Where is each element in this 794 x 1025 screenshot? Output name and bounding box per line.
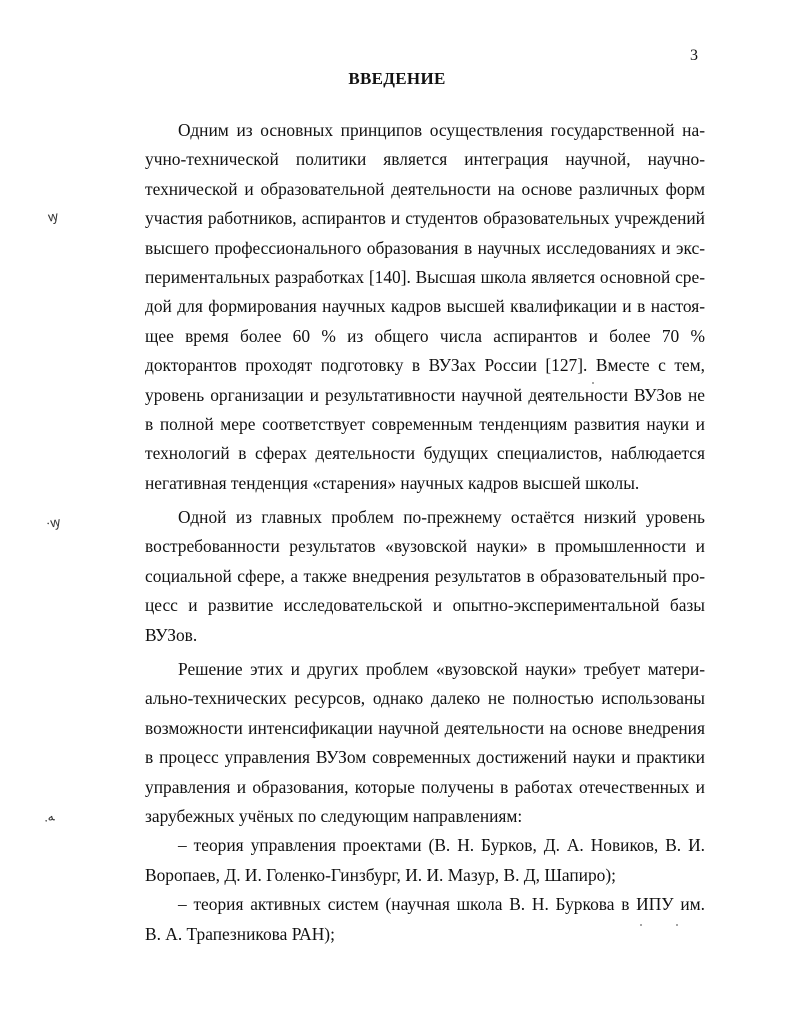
body-text: [145, 116, 705, 949]
list-item: [145, 831, 705, 890]
text-line: уровень организации и результативности научной деятельности ВУЗов не: [145, 384, 705, 405]
text-line: технической и образовательной деятельности на основе различных форм: [145, 178, 705, 199]
text-line: дой для формирования научных кадров высшей квалификации и в настоя-: [145, 296, 705, 317]
paragraph: [145, 116, 705, 498]
text-line: Одним из основных принципов осуществления государственной на-: [178, 120, 705, 140]
page-number: 3: [690, 47, 698, 64]
text-line: в полной мере соответствует современным тенденциям развития науки и: [145, 413, 705, 434]
text-line: в процесс управления ВУЗом современных достижений науки и практики: [145, 747, 705, 768]
text-line: высшего профессионального образования в научных исследованиях и экс-: [145, 237, 705, 258]
text-line: периментальных разработках [140]. Высшая школа является основной сре-: [145, 266, 705, 287]
text-line: управления и образования, которые получены в работах отечественных и: [145, 776, 705, 797]
scan-mark-icon: ·ꝡ: [44, 514, 62, 531]
text-line: возможности интенсификации научной деятельности на основе внедрения: [145, 717, 705, 738]
text-line: Решение этих и других проблем «вузовской науки» требует матери-: [178, 659, 705, 680]
text-line: ально-технических ресурсов, однако далеко не полностью использованы: [145, 688, 705, 709]
text-line: Воропаев, Д. И. Голенко-Гинзбург, И. И. Мазур, В. Д, Шапиро);: [145, 864, 617, 885]
text-line: социальной сфере, а также внедрения результатов в образовательный про-: [145, 565, 705, 586]
paragraph: [145, 503, 705, 650]
text-line: ВУЗов.: [145, 624, 198, 645]
text-line: В. А. Трапезникова РАН);: [145, 923, 335, 944]
text-line: – теория активных систем (научная школа В. Н. Буркова в ИПУ им.: [178, 894, 705, 915]
text-line: участия работников, аспирантов и студентов образовательных учреждений: [145, 208, 705, 229]
text-line: – теория управления проектами (В. Н. Бурков, Д. А. Новиков, В. И.: [178, 835, 705, 856]
text-line: учно-технической политики является интеграция научной, научно-: [145, 149, 705, 170]
text-line: зарубежных учёных по следующим направлениям:: [145, 805, 523, 826]
text-line: цесс и развитие исследовательской и опытно-экспериментальной базы: [145, 595, 705, 616]
text-line: востребованности результатов «вузовской науки» в промышленности и: [145, 536, 705, 557]
paragraph: [145, 655, 705, 831]
page-title: ВВЕДЕНИЕ: [348, 69, 446, 88]
scan-mark-icon: .ﻪ: [42, 808, 56, 825]
text-line: щее время более 60 % из общего числа аспирантов и более 70 %: [145, 325, 705, 346]
text-line: негативная тенденция «старения» научных кадров высшей школы.: [145, 472, 640, 493]
text-line: Одной из главных проблем по-прежнему остаётся низкий уровень: [178, 507, 705, 528]
text-line: докторантов проходят подготовку в ВУЗах России [127]. Вместе с тем,: [145, 355, 705, 376]
text-line: технологий в сферах деятельности будущих специалистов, наблюдается: [145, 443, 705, 464]
list-item: [145, 890, 705, 949]
scan-mark-icon: ꝡ: [46, 208, 60, 225]
